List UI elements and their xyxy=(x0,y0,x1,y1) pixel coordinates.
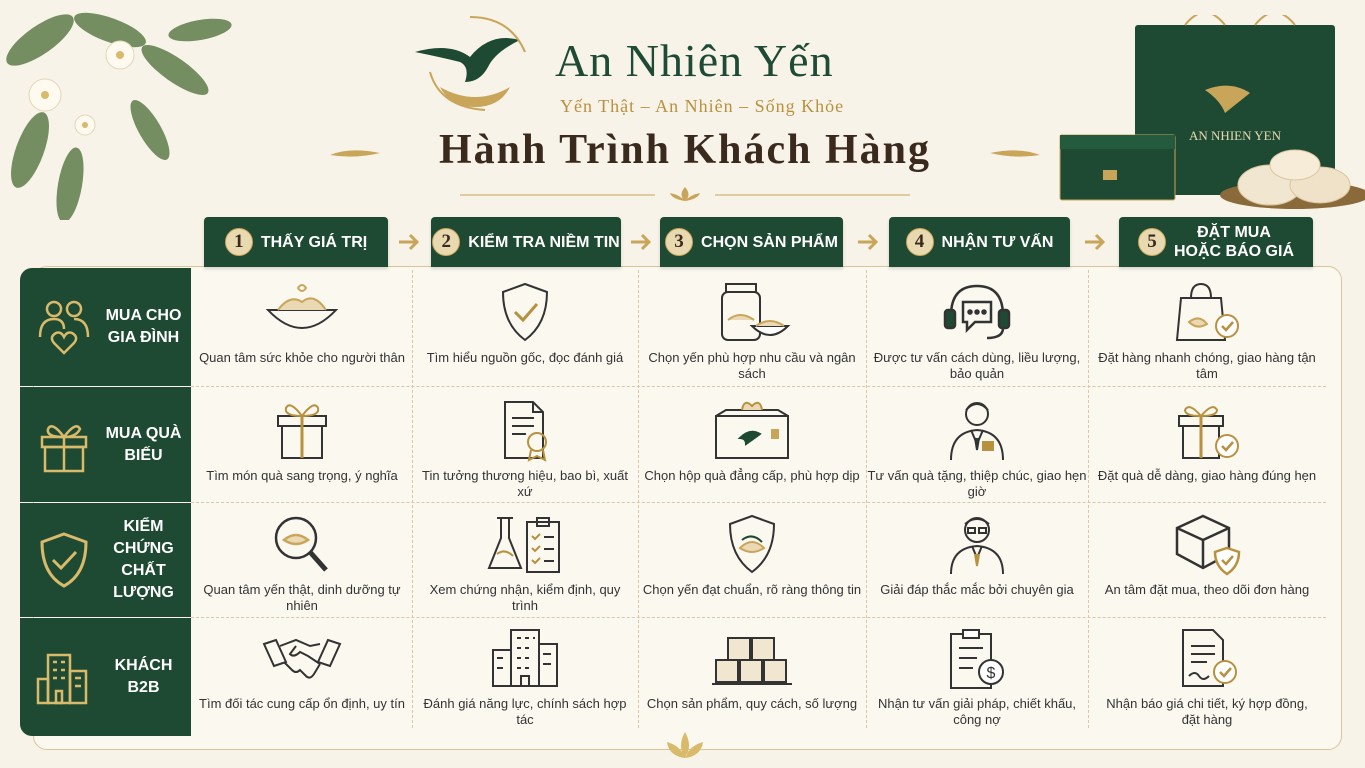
journey-cell xyxy=(642,398,862,484)
step-label: CHỌN SẢN PHẨM xyxy=(701,233,838,251)
page-title: Hành Trình Khách Hàng xyxy=(438,127,932,173)
row-divider xyxy=(191,617,1326,618)
journey-cell xyxy=(415,512,635,614)
brand-name: An Nhiên Yến xyxy=(555,35,834,86)
lab-checklist-icon xyxy=(485,512,565,578)
office-building-icon xyxy=(485,626,565,692)
step-header-2 xyxy=(431,217,621,267)
step-label: NHẬN TƯ VẤN xyxy=(941,233,1054,251)
column-divider xyxy=(1088,270,1089,728)
headset-chat-icon xyxy=(937,280,1017,346)
journey-cell xyxy=(1097,626,1317,728)
cell-text: Đặt hàng nhanh chóng, giao hàng tận tâm xyxy=(1098,350,1316,381)
row-header-label: KHÁCH B2B xyxy=(114,657,173,696)
ornament-left-icon xyxy=(330,143,380,163)
row-header-label: MUA QUÀ BIẾU xyxy=(105,424,182,464)
row-divider xyxy=(191,386,1326,387)
gift-icon xyxy=(34,415,94,475)
package-shield-icon xyxy=(1167,512,1247,578)
step-number: 5 xyxy=(1138,228,1166,256)
step-header-3 xyxy=(660,217,843,267)
svg-text:$: $ xyxy=(986,665,996,682)
cell-text: An tâm đặt mua, theo dõi đơn hàng xyxy=(1104,582,1310,597)
row-header-quality xyxy=(20,503,191,617)
cell-text: Tìm hiểu nguồn gốc, đọc đánh giá xyxy=(426,350,624,365)
cell-text: Tư vấn quà tặng, thiệp chúc, giao hẹn giờ xyxy=(867,468,1087,499)
row-header-family xyxy=(20,268,191,386)
journey-cell xyxy=(642,512,862,598)
magnifier-nest-icon xyxy=(262,512,342,578)
shield-check-icon xyxy=(34,530,94,590)
leaf-decoration-icon xyxy=(0,0,250,220)
cell-text: Đặt quà dễ dàng, giao hàng đúng hẹn xyxy=(1097,468,1317,483)
journey-cell xyxy=(1097,280,1317,382)
shield-nest-icon xyxy=(712,512,792,578)
cell-text: Quan tâm yến thật, dinh dưỡng tự nhiên xyxy=(203,582,401,613)
journey-cell xyxy=(192,626,412,712)
cell-text: Giải đáp thắc mắc bởi chuyên gia xyxy=(880,582,1074,597)
handshake-icon xyxy=(262,626,342,692)
cell-text: Nhận tư vấn giải pháp, chiết khấu, công nợ xyxy=(877,696,1077,727)
jar-bowl-icon xyxy=(712,280,792,346)
cell-text: Chọn yến đạt chuẩn, rõ ràng thông tin xyxy=(642,582,862,597)
box-brand-text: AN NHIEN YEN xyxy=(1189,128,1281,143)
row-divider xyxy=(191,502,1326,503)
ornament-right-icon xyxy=(990,143,1040,163)
lotus-ornament-icon xyxy=(645,728,725,764)
bird-nest-bowl-icon xyxy=(262,280,342,346)
step-label: THẤY GIÁ TRỊ xyxy=(260,233,368,251)
expert-icon xyxy=(937,512,1017,578)
arrow-right-icon xyxy=(856,230,880,254)
arrow-right-icon xyxy=(629,230,653,254)
cell-text: Tìm đối tác cung cấp ổn định, uy tín xyxy=(199,696,405,711)
arrow-right-icon xyxy=(1083,230,1107,254)
shopping-bag-check-icon xyxy=(1167,280,1247,346)
lotus-divider-icon xyxy=(460,185,910,203)
journey-cell xyxy=(192,280,412,366)
row-header-b2b xyxy=(20,618,191,736)
gift-box-icon xyxy=(262,398,342,464)
step-header-1 xyxy=(204,217,388,267)
premium-gift-box-icon xyxy=(712,398,792,464)
journey-cell xyxy=(867,398,1087,500)
clipboard-dollar-icon xyxy=(937,626,1017,692)
building-icon xyxy=(34,647,94,707)
step-number: 2 xyxy=(432,228,460,256)
cell-text: Tin tưởng thương hiệu, bao bì, xuất xứ xyxy=(422,468,628,499)
journey-cell xyxy=(867,280,1087,382)
column-divider xyxy=(638,270,639,728)
step-number: 4 xyxy=(906,228,934,256)
step-number: 3 xyxy=(665,228,693,256)
journey-cell xyxy=(192,512,412,614)
page-title-block xyxy=(330,125,1040,195)
cell-text: Chọn yến phù hợp nhu cầu và ngân sách xyxy=(648,350,856,381)
row-header-gift xyxy=(20,387,191,502)
cell-text: Đánh giá năng lực, chính sách hợp tác xyxy=(423,696,627,727)
cell-text: Chọn hộp quà đẳng cấp, phù hợp dịp xyxy=(644,468,860,483)
journey-cell xyxy=(415,626,635,728)
brand-tagline: Yến Thật – An Nhiên – Sống Khỏe xyxy=(560,96,845,116)
cell-text: Tìm món quà sang trọng, ý nghĩa xyxy=(206,468,398,483)
cell-text: Xem chứng nhận, kiểm định, quy trình xyxy=(429,582,621,613)
journey-cell xyxy=(1097,398,1317,484)
step-number: 1 xyxy=(225,228,253,256)
row-header-label: MUA CHO GIA ĐÌNH xyxy=(105,307,182,346)
step-header-4 xyxy=(889,217,1070,267)
step-label: KIỂM TRA NIỀM TIN xyxy=(468,233,620,251)
contract-check-icon xyxy=(1167,626,1247,692)
journey-cell xyxy=(867,512,1087,598)
product-gift-set-icon xyxy=(1055,15,1365,220)
journey-cell xyxy=(192,398,412,484)
step-label: ĐẶT MUA HOẶC BÁO GIÁ xyxy=(1174,224,1294,260)
journey-cell xyxy=(415,398,635,500)
brand-header xyxy=(410,12,930,122)
cell-text: Quan tâm sức khỏe cho người thân xyxy=(199,350,405,365)
cell-text: Nhận báo giá chi tiết, ký hợp đồng, đặt hàng xyxy=(1106,696,1308,727)
consultant-icon xyxy=(937,398,1017,464)
column-divider xyxy=(412,270,413,728)
gift-check-icon xyxy=(1167,398,1247,464)
journey-cell xyxy=(642,626,862,712)
shield-check-icon xyxy=(485,280,565,346)
swallow-logo-icon xyxy=(410,12,540,112)
stacked-boxes-icon xyxy=(712,626,792,692)
journey-cell xyxy=(415,280,635,366)
journey-cell xyxy=(1097,512,1317,598)
cell-text: Được tư vấn cách dùng, liều lượng, bảo quản xyxy=(873,350,1081,381)
cell-text: Chọn sản phẩm, quy cách, số lượng xyxy=(646,696,858,711)
journey-cell xyxy=(867,626,1087,728)
family-icon xyxy=(34,297,94,357)
journey-cell xyxy=(642,280,862,382)
certificate-icon xyxy=(485,398,565,464)
arrow-right-icon xyxy=(397,230,421,254)
step-header-5 xyxy=(1119,217,1313,267)
row-header-label: KIỂM CHỨNG CHẤT LƯỢNG xyxy=(113,518,174,601)
